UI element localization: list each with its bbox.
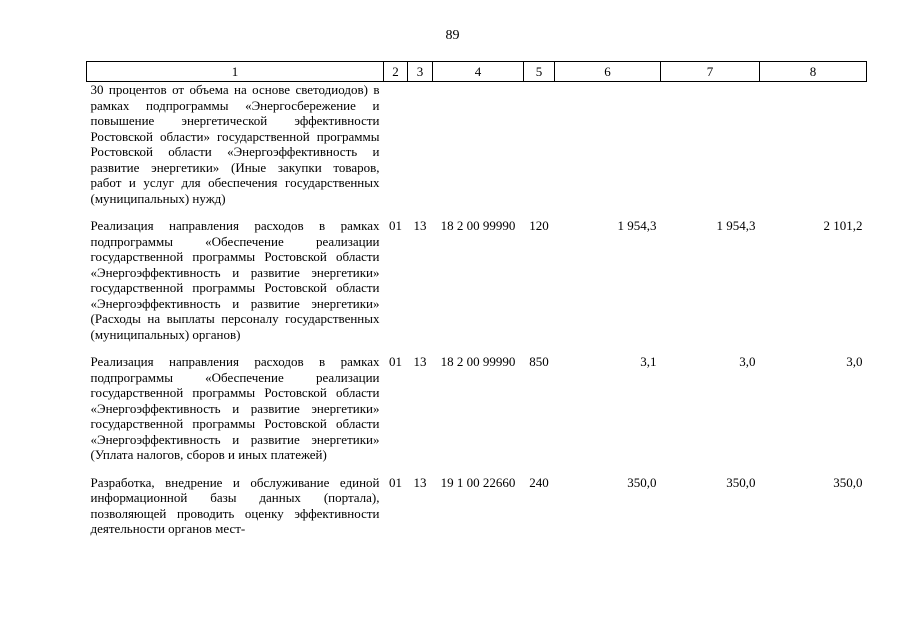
header-col-7: 7 bbox=[661, 62, 760, 82]
header-col-5: 5 bbox=[524, 62, 555, 82]
row-spacer bbox=[87, 206, 867, 218]
row-description: Разработка, внедрение и обслуживание единой информационной базы данных (портала), позволяющей проводить оценку эффективности деятельности органов мест- bbox=[90, 474, 380, 536]
cell-amount-3: 350,0 bbox=[833, 474, 863, 490]
row-description: Реализация направления расходов в рамках подпрограммы «Обеспечение реализации государственной программы Ростовской области «Энергоэффективность и развитие энергетики» государственной программы Ростовской области «Энергоэффективность и развитие энергетики» (Уплата налогов, сборов и иных платежей) bbox=[90, 354, 380, 462]
cell-target-code: 19 1 00 22660 bbox=[440, 474, 516, 490]
cell-section: 01 bbox=[389, 474, 402, 490]
cell-expense-type: 240 bbox=[529, 474, 549, 490]
budget-table bbox=[86, 61, 867, 537]
row-description: Реализация направления расходов в рамках подпрограммы «Обеспечение реализации государственной программы Ростовской области «Энергоэффективность и развитие энергетики» государственной программы Ростовской области «Энергоэффективность и развитие энергетики» (Расходы на выплаты персоналу государственных (муниципальных) органов) bbox=[90, 218, 380, 342]
cell-amount-1: 3,1 bbox=[640, 354, 657, 369]
cell-expense-type: 120 bbox=[529, 218, 549, 233]
cell-amount-3: 3,0 bbox=[846, 354, 863, 369]
table-row bbox=[87, 82, 867, 207]
cell-subsection: 13 bbox=[413, 354, 427, 369]
page-number: 89 bbox=[445, 28, 460, 43]
header-col-3: 3 bbox=[408, 62, 433, 82]
cell-amount-2: 350,0 bbox=[726, 474, 756, 490]
cell-target-code bbox=[433, 82, 524, 207]
row-spacer bbox=[87, 342, 867, 354]
header-col-8: 8 bbox=[760, 62, 867, 82]
cell-amount-3 bbox=[760, 82, 867, 207]
cell-amount-2: 3,0 bbox=[739, 354, 756, 369]
row-spacer bbox=[87, 463, 867, 475]
table-row bbox=[87, 475, 867, 537]
table-header-row bbox=[87, 62, 867, 82]
cell-subsection bbox=[408, 82, 433, 207]
cell-amount-1 bbox=[555, 82, 661, 207]
cell-subsection: 13 bbox=[413, 218, 427, 233]
header-col-4: 4 bbox=[433, 62, 524, 82]
table-row bbox=[87, 354, 867, 463]
cell-expense-type bbox=[524, 82, 555, 207]
cell-amount-1: 350,0 bbox=[627, 474, 657, 490]
row-description: 30 процентов от объема на основе светодиодов) в рамках подпрограммы «Энергосбережение и повышение энергетической эффективности Ростовской области» государственной программы Ростовской области «Энергоэффективность и развитие энергетики» (Иные закупки товаров, работ и услуг для обеспечения государственных (муниципальных) нужд) bbox=[90, 82, 380, 206]
table-row bbox=[87, 218, 867, 342]
cell-section bbox=[384, 82, 408, 207]
cell-subsection: 13 bbox=[413, 474, 427, 490]
cell-target-code: 18 2 00 99990 bbox=[440, 354, 516, 369]
cell-section: 01 bbox=[389, 218, 402, 233]
header-col-6: 6 bbox=[555, 62, 661, 82]
header-col-1: 1 bbox=[87, 62, 384, 82]
cell-amount-2: 1 954,3 bbox=[716, 218, 756, 233]
cell-amount-2 bbox=[661, 82, 760, 207]
header-col-2: 2 bbox=[384, 62, 408, 82]
cell-expense-type: 850 bbox=[529, 354, 549, 369]
cell-target-code: 18 2 00 99990 bbox=[440, 218, 516, 233]
cell-amount-3: 2 101,2 bbox=[823, 218, 863, 233]
cell-section: 01 bbox=[389, 354, 402, 369]
cell-amount-1: 1 954,3 bbox=[617, 218, 657, 233]
